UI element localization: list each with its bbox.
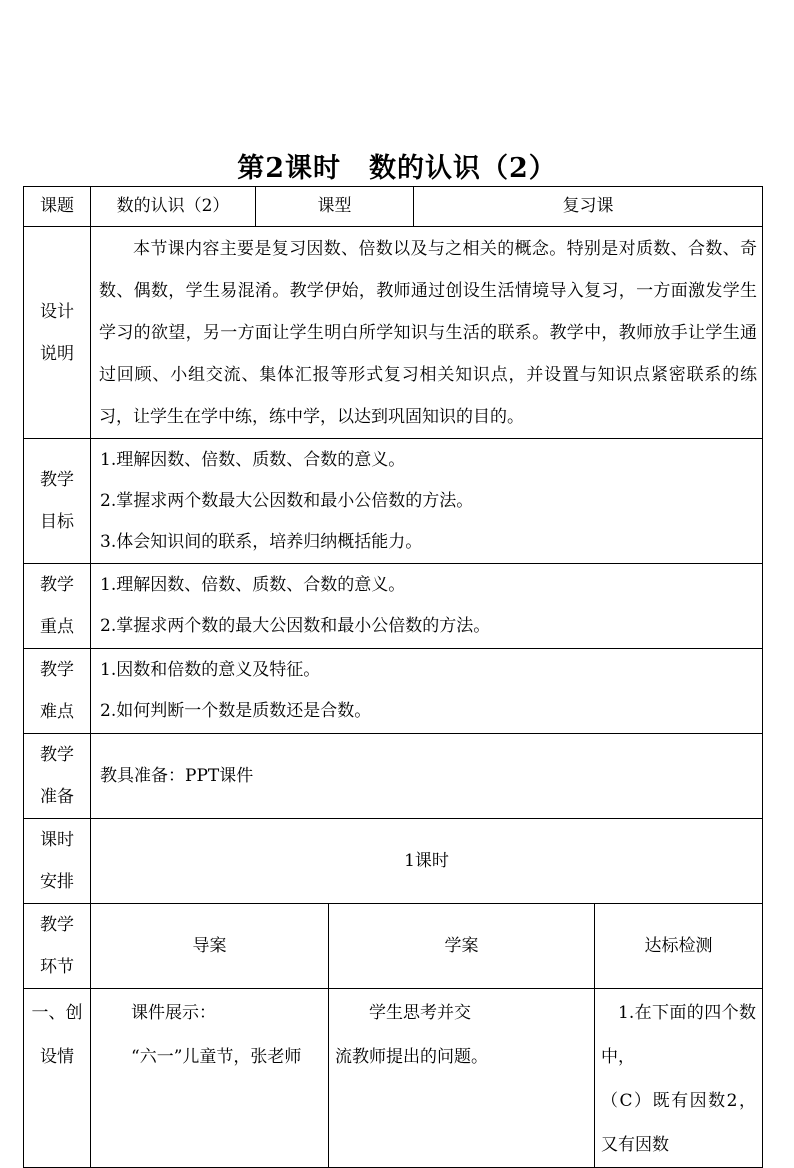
difficulties-list [91, 649, 763, 734]
schedule-value: 1课时 [91, 819, 763, 904]
list-item: 3.体会知识间的联系，培养归纳概括能力。 [100, 531, 423, 552]
list-item: 2.掌握求两个数的最大公因数和最小公倍数的方法。 [100, 616, 491, 636]
guide-column-header: 导案 [91, 904, 329, 989]
stage-label: 一、创 设情 [24, 989, 91, 1168]
lesson-type-value: 复习课 [414, 187, 763, 227]
section-label: 教学 环节 [24, 904, 91, 989]
study-cell: 学生思考并交 流教师提出的问题。 [329, 989, 595, 1168]
key-points-row [24, 564, 763, 649]
check-cell: 1.在下面的四个数中， （C）既有因数2，又有因数 [595, 989, 763, 1168]
topic-label: 课题 [24, 187, 91, 227]
lesson-type-label: 课型 [256, 187, 414, 227]
goals-row [24, 439, 763, 564]
difficulties-row [24, 649, 763, 734]
schedule-row [24, 819, 763, 904]
design-description: 本节课内容主要是复习因数、倍数以及与之相关的概念。特别是对质数、合数、奇数、偶数，学生易混淆。教学伊始，教师通过创设生活情境导入复习，一方面激发学生学习的欲望，另一方面让学生明白所学知识与生活的联系。教学中，教师放手让学生通过回顾、小组交流、集体汇报等形式复习相关知识点，并设置与知识点紧密联系的练习，让学生在学中练，练中学，以达到巩固知识的目的。 [91, 227, 763, 439]
section-header-row [24, 904, 763, 989]
list-item: 2.如何判断一个数是质数还是合数。 [100, 701, 372, 721]
preparation-label: 教学 准备 [24, 734, 91, 819]
list-item: 1.理解因数、倍数、质数、合数的意义。 [100, 449, 406, 470]
difficulties-label: 教学 难点 [24, 649, 91, 734]
guide-cell: 课件展示： “六一”儿童节，张老师 [91, 989, 329, 1168]
design-row [24, 227, 763, 439]
list-item: 1.理解因数、倍数、质数、合数的意义。 [100, 575, 406, 595]
schedule-label: 课时 安排 [24, 819, 91, 904]
goals-label: 教学 目标 [24, 439, 91, 564]
topic-value: 数的认识（2） [91, 187, 256, 227]
preparation-text: 教具准备：PPT课件 [91, 734, 763, 819]
check-column-header: 达标检测 [595, 904, 763, 989]
key-points-label: 教学 重点 [24, 564, 91, 649]
list-item: 2.掌握求两个数最大公因数和最小公倍数的方法。 [100, 490, 474, 511]
key-points-list [91, 564, 763, 649]
preparation-row [24, 734, 763, 819]
topic-row [24, 187, 763, 227]
study-column-header: 学案 [329, 904, 595, 989]
first-stage-row [24, 989, 763, 1168]
list-item: 1.因数和倍数的意义及特征。 [100, 660, 321, 680]
goals-list [91, 439, 763, 564]
page-title: 第2课时 数的认识（2） [237, 153, 557, 184]
design-label: 设计 说明 [24, 227, 91, 439]
lesson-plan-table [23, 186, 763, 1168]
